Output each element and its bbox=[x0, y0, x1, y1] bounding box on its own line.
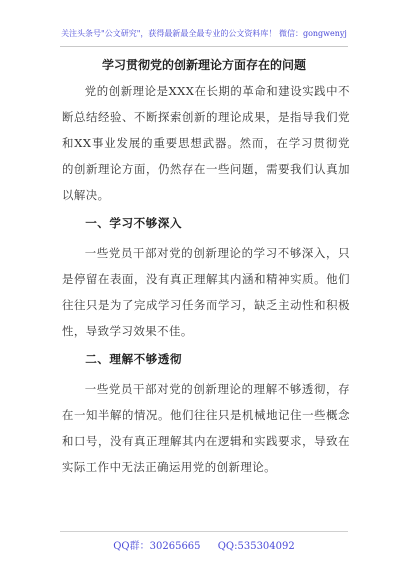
document-body bbox=[62, 78, 350, 480]
header-divider bbox=[60, 46, 348, 47]
document-title: 学习贯彻党的创新理论方面存在的问题 bbox=[101, 58, 306, 72]
footer-qq-group: QQ群：30265665 bbox=[113, 541, 201, 552]
section-heading-1: 一、学习不够深入 bbox=[85, 216, 182, 230]
section-body-2: 一些党员干部对党的创新理论的理解不够透彻，存在一知半解的情况。他们往往只是机械地记住一些概念和口号，没有真正理解其内在逻辑和实践要求，导致在实际工作中无法正确运用党的创新理论。 bbox=[62, 382, 350, 474]
footer bbox=[0, 537, 408, 552]
section-body-1: 一些党员干部对党的创新理论的学习不够深入，只是停留在表面，没有真正理解其内涵和精神实质。他们往往只是为了完成学习任务而学习，缺乏主动性和积极性，导致学习效果不佳。 bbox=[62, 246, 350, 338]
header-banner: 关注头条号"公文研究"，获得最新最全最专业的公文资料库！ 微信：gongwenyj bbox=[61, 29, 347, 38]
section-heading-2: 二、理解不够透彻 bbox=[85, 352, 182, 366]
footer-qq: QQ:535304092 bbox=[217, 541, 295, 552]
intro-paragraph: 党的创新理论是XXX在长期的革命和建设实践中不断总结经验、不断探索创新的理论成果，是指导我们党和XX事业发展的重要思想武器。然而，在学习贯彻党的创新理论方面，仍然存在一些问题，需要我们认真加以解决。 bbox=[62, 84, 350, 202]
footer-divider bbox=[60, 531, 348, 532]
